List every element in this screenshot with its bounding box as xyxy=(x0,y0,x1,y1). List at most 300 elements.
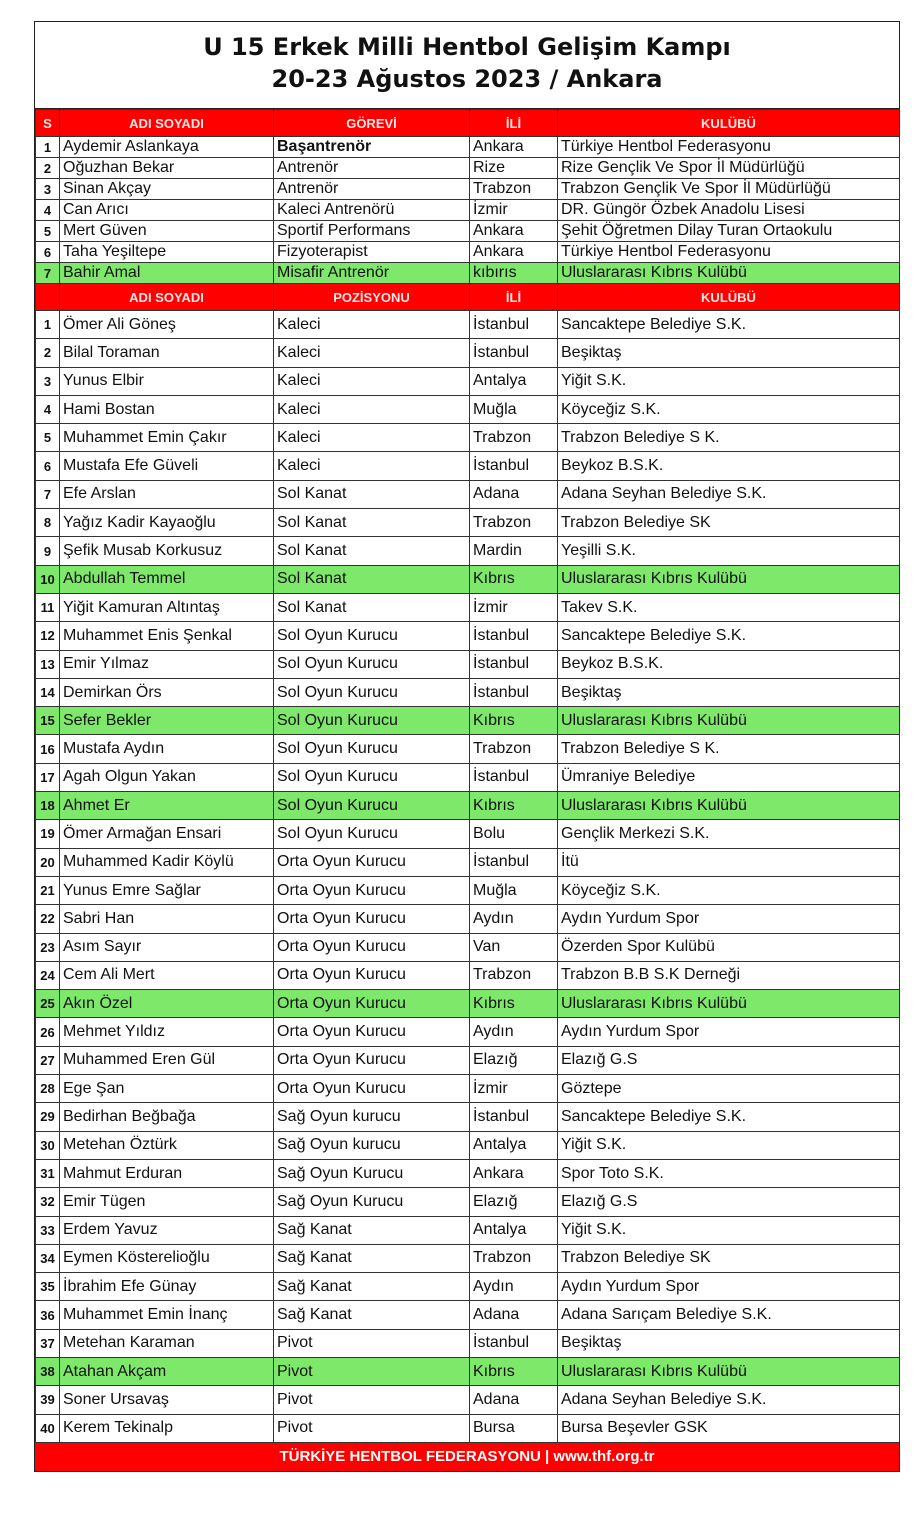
player-name-cell: Mahmut Erduran xyxy=(60,1159,274,1187)
player-name-cell: Muhammed Kadir Köylü xyxy=(60,848,274,876)
player-header-name: ADI SOYADI xyxy=(60,284,274,311)
player-city-cell: Elazığ xyxy=(470,1046,558,1074)
player-position-cell: Sol Oyun Kurucu xyxy=(274,678,470,706)
player-position-cell: Sağ Kanat xyxy=(274,1216,470,1244)
player-city-cell: Adana xyxy=(470,480,558,508)
player-name-cell: Emir Tügen xyxy=(60,1188,274,1216)
player-club-cell: Uluslararası Kıbrıs Kulübü xyxy=(558,565,900,593)
player-no-cell: 29 xyxy=(36,1103,60,1131)
staff-header-city: İLİ xyxy=(470,110,558,137)
player-no-cell: 22 xyxy=(36,905,60,933)
staff-no-cell: 7 xyxy=(36,263,60,284)
player-city-cell: Van xyxy=(470,933,558,961)
player-club-cell: Sancaktepe Belediye S.K. xyxy=(558,311,900,339)
staff-club-cell: Uluslararası Kıbrıs Kulübü xyxy=(558,263,900,284)
staff-no-cell: 5 xyxy=(36,221,60,242)
player-club-cell: Adana Seyhan Belediye S.K. xyxy=(558,480,900,508)
player-club-cell: Yeşilli S.K. xyxy=(558,537,900,565)
staff-no-cell: 2 xyxy=(36,158,60,179)
staff-name-cell: Sinan Akçay xyxy=(60,179,274,200)
player-club-cell: Beşiktaş xyxy=(558,678,900,706)
player-header-club: KULÜBÜ xyxy=(558,284,900,311)
player-header-no xyxy=(36,284,60,311)
staff-role-cell: Misafir Antrenör xyxy=(274,263,470,284)
player-row xyxy=(36,395,900,423)
player-position-cell: Orta Oyun Kurucu xyxy=(274,1018,470,1046)
player-name-cell: Yağız Kadir Kayaoğlu xyxy=(60,509,274,537)
player-club-cell: Köyceğiz S.K. xyxy=(558,395,900,423)
player-name-cell: Muhammet Emin İnanç xyxy=(60,1301,274,1329)
player-row xyxy=(36,1244,900,1272)
staff-city-cell: Ankara xyxy=(470,242,558,263)
player-city-cell: Aydın xyxy=(470,1018,558,1046)
player-row xyxy=(36,311,900,339)
player-no-cell: 10 xyxy=(36,565,60,593)
player-name-cell: Muhammet Enis Şenkal xyxy=(60,622,274,650)
staff-name-cell: Bahir Amal xyxy=(60,263,274,284)
player-name-cell: Ömer Ali Göneş xyxy=(60,311,274,339)
player-no-cell: 3 xyxy=(36,367,60,395)
player-city-cell: Kıbrıs xyxy=(470,707,558,735)
staff-no-cell: 6 xyxy=(36,242,60,263)
player-club-cell: Bursa Beşevler GSK xyxy=(558,1414,900,1442)
player-club-cell: Trabzon Belediye S K. xyxy=(558,424,900,452)
player-no-cell: 25 xyxy=(36,990,60,1018)
player-no-cell: 34 xyxy=(36,1244,60,1272)
staff-club-cell: Türkiye Hentbol Federasyonu xyxy=(558,137,900,158)
player-section xyxy=(36,284,900,1443)
player-name-cell: Eymen Kösterelioğlu xyxy=(60,1244,274,1272)
player-name-cell: Kerem Tekinalp xyxy=(60,1414,274,1442)
player-position-cell: Orta Oyun Kurucu xyxy=(274,1046,470,1074)
player-city-cell: Kıbrıs xyxy=(470,792,558,820)
player-position-cell: Sağ Oyun Kurucu xyxy=(274,1188,470,1216)
player-city-cell: İstanbul xyxy=(470,1329,558,1357)
staff-city-cell: İzmir xyxy=(470,200,558,221)
player-city-cell: Trabzon xyxy=(470,735,558,763)
player-row xyxy=(36,1075,900,1103)
player-name-cell: Akın Özel xyxy=(60,990,274,1018)
player-city-cell: Muğla xyxy=(470,876,558,904)
player-name-cell: Erdem Yavuz xyxy=(60,1216,274,1244)
player-row xyxy=(36,339,900,367)
player-row xyxy=(36,424,900,452)
staff-row xyxy=(36,242,900,263)
staff-role-cell: Sportif Performans xyxy=(274,221,470,242)
player-name-cell: Abdullah Temmel xyxy=(60,565,274,593)
player-position-cell: Sağ Kanat xyxy=(274,1244,470,1272)
player-row xyxy=(36,509,900,537)
player-city-cell: Ankara xyxy=(470,1159,558,1187)
player-name-cell: Agah Olgun Yakan xyxy=(60,763,274,791)
player-no-cell: 6 xyxy=(36,452,60,480)
player-club-cell: Beşiktaş xyxy=(558,339,900,367)
player-position-cell: Sol Kanat xyxy=(274,509,470,537)
player-no-cell: 40 xyxy=(36,1414,60,1442)
player-no-cell: 37 xyxy=(36,1329,60,1357)
player-club-cell: İtü xyxy=(558,848,900,876)
player-club-cell: Uluslararası Kıbrıs Kulübü xyxy=(558,707,900,735)
player-position-cell: Orta Oyun Kurucu xyxy=(274,848,470,876)
player-position-cell: Orta Oyun Kurucu xyxy=(274,961,470,989)
player-position-cell: Pivot xyxy=(274,1329,470,1357)
player-name-cell: Soner Ursavaş xyxy=(60,1386,274,1414)
player-club-cell: Elazığ G.S xyxy=(558,1188,900,1216)
player-name-cell: Metehan Karaman xyxy=(60,1329,274,1357)
player-row xyxy=(36,763,900,791)
player-club-cell: Sancaktepe Belediye S.K. xyxy=(558,622,900,650)
player-position-cell: Sol Oyun Kurucu xyxy=(274,622,470,650)
player-name-cell: Metehan Öztürk xyxy=(60,1131,274,1159)
player-no-cell: 35 xyxy=(36,1273,60,1301)
staff-row xyxy=(36,200,900,221)
player-club-cell: Trabzon B.B S.K Derneği xyxy=(558,961,900,989)
player-club-cell: Trabzon Belediye SK xyxy=(558,1244,900,1272)
player-row xyxy=(36,367,900,395)
player-club-cell: Elazığ G.S xyxy=(558,1046,900,1074)
player-club-cell: Beykoz B.S.K. xyxy=(558,650,900,678)
staff-row xyxy=(36,158,900,179)
staff-name-cell: Taha Yeşiltepe xyxy=(60,242,274,263)
player-city-cell: Antalya xyxy=(470,367,558,395)
staff-city-cell: Ankara xyxy=(470,137,558,158)
player-position-cell: Orta Oyun Kurucu xyxy=(274,933,470,961)
player-name-cell: Atahan Akçam xyxy=(60,1357,274,1385)
footer-bar: TÜRKİYE HENTBOL FEDERASYONU | www.thf.org.tr xyxy=(35,1443,899,1471)
player-name-cell: Mustafa Aydın xyxy=(60,735,274,763)
staff-role-cell: Antrenör xyxy=(274,158,470,179)
player-city-cell: Antalya xyxy=(470,1131,558,1159)
staff-row xyxy=(36,263,900,284)
player-city-cell: İzmir xyxy=(470,1075,558,1103)
player-no-cell: 30 xyxy=(36,1131,60,1159)
player-no-cell: 32 xyxy=(36,1188,60,1216)
player-row xyxy=(36,905,900,933)
player-position-cell: Pivot xyxy=(274,1414,470,1442)
player-club-cell: Ümraniye Belediye xyxy=(558,763,900,791)
player-header-row xyxy=(36,284,900,311)
player-city-cell: Adana xyxy=(470,1301,558,1329)
player-city-cell: Aydın xyxy=(470,905,558,933)
player-no-cell: 8 xyxy=(36,509,60,537)
player-city-cell: Mardin xyxy=(470,537,558,565)
player-position-cell: Sağ Oyun kurucu xyxy=(274,1131,470,1159)
staff-club-cell: Trabzon Gençlik Ve Spor İl Müdürlüğü xyxy=(558,179,900,200)
player-no-cell: 7 xyxy=(36,480,60,508)
staff-row xyxy=(36,221,900,242)
staff-name-cell: Mert Güven xyxy=(60,221,274,242)
player-no-cell: 39 xyxy=(36,1386,60,1414)
player-name-cell: Efe Arslan xyxy=(60,480,274,508)
staff-city-cell: Ankara xyxy=(470,221,558,242)
player-row xyxy=(36,848,900,876)
player-position-cell: Sağ Oyun kurucu xyxy=(274,1103,470,1131)
player-city-cell: Elazığ xyxy=(470,1188,558,1216)
player-position-cell: Orta Oyun Kurucu xyxy=(274,990,470,1018)
player-no-cell: 12 xyxy=(36,622,60,650)
player-name-cell: Hami Bostan xyxy=(60,395,274,423)
player-club-cell: Uluslararası Kıbrıs Kulübü xyxy=(558,792,900,820)
player-no-cell: 17 xyxy=(36,763,60,791)
player-name-cell: Emir Yılmaz xyxy=(60,650,274,678)
player-club-cell: Aydın Yurdum Spor xyxy=(558,905,900,933)
staff-name-cell: Aydemir Aslankaya xyxy=(60,137,274,158)
player-city-cell: İzmir xyxy=(470,593,558,621)
staff-no-cell: 1 xyxy=(36,137,60,158)
player-city-cell: Kıbrıs xyxy=(470,1357,558,1385)
player-club-cell: Yiğit S.K. xyxy=(558,1216,900,1244)
player-city-cell: İstanbul xyxy=(470,848,558,876)
player-row xyxy=(36,1103,900,1131)
player-club-cell: Trabzon Belediye S K. xyxy=(558,735,900,763)
player-club-cell: Yiğit S.K. xyxy=(558,1131,900,1159)
player-no-cell: 19 xyxy=(36,820,60,848)
staff-club-cell: Şehit Öğretmen Dilay Turan Ortaokulu xyxy=(558,221,900,242)
title-block xyxy=(35,22,899,109)
player-position-cell: Sol Oyun Kurucu xyxy=(274,707,470,735)
player-row xyxy=(36,820,900,848)
player-row xyxy=(36,933,900,961)
player-name-cell: Yunus Emre Sağlar xyxy=(60,876,274,904)
player-name-cell: Ahmet Er xyxy=(60,792,274,820)
player-city-cell: Bolu xyxy=(470,820,558,848)
player-club-cell: Uluslararası Kıbrıs Kulübü xyxy=(558,1357,900,1385)
player-name-cell: Şefik Musab Korkusuz xyxy=(60,537,274,565)
player-position-cell: Kaleci xyxy=(274,424,470,452)
player-no-cell: 24 xyxy=(36,961,60,989)
player-row xyxy=(36,961,900,989)
staff-role-cell: Başantrenör xyxy=(274,137,470,158)
player-header-position: POZİSYONU xyxy=(274,284,470,311)
player-name-cell: Yiğit Kamuran Altıntaş xyxy=(60,593,274,621)
player-position-cell: Sol Oyun Kurucu xyxy=(274,792,470,820)
player-position-cell: Sol Oyun Kurucu xyxy=(274,763,470,791)
player-no-cell: 9 xyxy=(36,537,60,565)
player-row xyxy=(36,622,900,650)
camp-roster-sheet xyxy=(34,21,900,1472)
player-no-cell: 28 xyxy=(36,1075,60,1103)
player-no-cell: 2 xyxy=(36,339,60,367)
player-city-cell: İstanbul xyxy=(470,678,558,706)
player-city-cell: İstanbul xyxy=(470,650,558,678)
player-position-cell: Sol Kanat xyxy=(274,480,470,508)
staff-city-cell: Trabzon xyxy=(470,179,558,200)
player-club-cell: Sancaktepe Belediye S.K. xyxy=(558,1103,900,1131)
player-city-cell: İstanbul xyxy=(470,452,558,480)
player-club-cell: Gençlik Merkezi S.K. xyxy=(558,820,900,848)
player-header-city: İLİ xyxy=(470,284,558,311)
player-city-cell: Aydın xyxy=(470,1273,558,1301)
player-name-cell: Muhammed Eren Gül xyxy=(60,1046,274,1074)
player-club-cell: Beykoz B.S.K. xyxy=(558,452,900,480)
player-name-cell: Bedirhan Beğbağa xyxy=(60,1103,274,1131)
player-row xyxy=(36,707,900,735)
player-no-cell: 20 xyxy=(36,848,60,876)
player-position-cell: Pivot xyxy=(274,1357,470,1385)
player-position-cell: Sol Oyun Kurucu xyxy=(274,735,470,763)
staff-club-cell: Rize Gençlik Ve Spor İl Müdürlüğü xyxy=(558,158,900,179)
player-club-cell: Özerden Spor Kulübü xyxy=(558,933,900,961)
player-name-cell: Ege Şan xyxy=(60,1075,274,1103)
player-position-cell: Kaleci xyxy=(274,395,470,423)
player-no-cell: 16 xyxy=(36,735,60,763)
player-club-cell: Aydın Yurdum Spor xyxy=(558,1018,900,1046)
player-position-cell: Orta Oyun Kurucu xyxy=(274,876,470,904)
player-no-cell: 21 xyxy=(36,876,60,904)
player-club-cell: Aydın Yurdum Spor xyxy=(558,1273,900,1301)
player-row xyxy=(36,1188,900,1216)
staff-header-role: GÖREVİ xyxy=(274,110,470,137)
player-position-cell: Sol Kanat xyxy=(274,593,470,621)
player-row xyxy=(36,1357,900,1385)
player-row xyxy=(36,565,900,593)
player-position-cell: Sol Kanat xyxy=(274,537,470,565)
player-club-cell: Adana Sarıçam Belediye S.K. xyxy=(558,1301,900,1329)
player-name-cell: Cem Ali Mert xyxy=(60,961,274,989)
player-row xyxy=(36,1301,900,1329)
player-row xyxy=(36,1216,900,1244)
player-no-cell: 4 xyxy=(36,395,60,423)
staff-header-no: S xyxy=(36,110,60,137)
staff-city-cell: kıbırıs xyxy=(470,263,558,284)
player-position-cell: Sol Oyun Kurucu xyxy=(274,650,470,678)
player-no-cell: 38 xyxy=(36,1357,60,1385)
staff-row xyxy=(36,179,900,200)
player-name-cell: Mehmet Yıldız xyxy=(60,1018,274,1046)
staff-role-cell: Kaleci Antrenörü xyxy=(274,200,470,221)
staff-no-cell: 3 xyxy=(36,179,60,200)
player-row xyxy=(36,480,900,508)
player-name-cell: Mustafa Efe Güveli xyxy=(60,452,274,480)
player-city-cell: Trabzon xyxy=(470,509,558,537)
player-name-cell: Demirkan Örs xyxy=(60,678,274,706)
player-club-cell: Trabzon Belediye SK xyxy=(558,509,900,537)
player-row xyxy=(36,678,900,706)
staff-club-cell: Türkiye Hentbol Federasyonu xyxy=(558,242,900,263)
roster-table xyxy=(35,109,900,1443)
player-club-cell: Köyceğiz S.K. xyxy=(558,876,900,904)
player-position-cell: Sağ Kanat xyxy=(274,1301,470,1329)
staff-header-club: KULÜBÜ xyxy=(558,110,900,137)
player-row xyxy=(36,792,900,820)
player-name-cell: Muhammet Emin Çakır xyxy=(60,424,274,452)
staff-club-cell: DR. Güngör Özbek Anadolu Lisesi xyxy=(558,200,900,221)
player-club-cell: Spor Toto S.K. xyxy=(558,1159,900,1187)
player-position-cell: Orta Oyun Kurucu xyxy=(274,1075,470,1103)
player-no-cell: 31 xyxy=(36,1159,60,1187)
player-row xyxy=(36,1329,900,1357)
player-city-cell: İstanbul xyxy=(470,339,558,367)
player-position-cell: Kaleci xyxy=(274,311,470,339)
player-no-cell: 18 xyxy=(36,792,60,820)
staff-name-cell: Can Arıcı xyxy=(60,200,274,221)
player-city-cell: İstanbul xyxy=(470,1103,558,1131)
player-name-cell: Yunus Elbir xyxy=(60,367,274,395)
player-city-cell: Kıbrıs xyxy=(470,990,558,1018)
player-name-cell: Sefer Bekler xyxy=(60,707,274,735)
player-club-cell: Beşiktaş xyxy=(558,1329,900,1357)
player-name-cell: Bilal Toraman xyxy=(60,339,274,367)
player-club-cell: Göztepe xyxy=(558,1075,900,1103)
player-club-cell: Adana Seyhan Belediye S.K. xyxy=(558,1386,900,1414)
player-name-cell: Asım Sayır xyxy=(60,933,274,961)
player-city-cell: Adana xyxy=(470,1386,558,1414)
player-position-cell: Kaleci xyxy=(274,452,470,480)
player-position-cell: Sol Oyun Kurucu xyxy=(274,820,470,848)
player-row xyxy=(36,1131,900,1159)
staff-header-row xyxy=(36,110,900,137)
staff-no-cell: 4 xyxy=(36,200,60,221)
player-city-cell: İstanbul xyxy=(470,622,558,650)
player-name-cell: Ömer Armağan Ensari xyxy=(60,820,274,848)
player-row xyxy=(36,452,900,480)
player-row xyxy=(36,876,900,904)
player-row xyxy=(36,593,900,621)
player-row xyxy=(36,1386,900,1414)
player-city-cell: İstanbul xyxy=(470,763,558,791)
page-subtitle: 20-23 Ağustos 2023 / Ankara xyxy=(271,65,663,93)
player-position-cell: Sol Kanat xyxy=(274,565,470,593)
player-row xyxy=(36,1018,900,1046)
player-no-cell: 15 xyxy=(36,707,60,735)
player-no-cell: 23 xyxy=(36,933,60,961)
player-city-cell: Bursa xyxy=(470,1414,558,1442)
staff-role-cell: Antrenör xyxy=(274,179,470,200)
page-title: U 15 Erkek Milli Hentbol Gelişim Kampı xyxy=(203,33,731,61)
player-club-cell: Yiğit S.K. xyxy=(558,367,900,395)
player-club-cell: Uluslararası Kıbrıs Kulübü xyxy=(558,990,900,1018)
player-city-cell: Kıbrıs xyxy=(470,565,558,593)
player-row xyxy=(36,1273,900,1301)
player-no-cell: 11 xyxy=(36,593,60,621)
staff-section xyxy=(36,110,900,284)
player-row xyxy=(36,735,900,763)
player-city-cell: İstanbul xyxy=(470,311,558,339)
player-no-cell: 5 xyxy=(36,424,60,452)
player-position-cell: Sağ Kanat xyxy=(274,1273,470,1301)
player-no-cell: 27 xyxy=(36,1046,60,1074)
player-city-cell: Antalya xyxy=(470,1216,558,1244)
player-no-cell: 14 xyxy=(36,678,60,706)
player-row xyxy=(36,1046,900,1074)
player-city-cell: Trabzon xyxy=(470,1244,558,1272)
player-position-cell: Pivot xyxy=(274,1386,470,1414)
player-row xyxy=(36,650,900,678)
player-no-cell: 33 xyxy=(36,1216,60,1244)
player-row xyxy=(36,990,900,1018)
player-club-cell: Takev S.K. xyxy=(558,593,900,621)
staff-row xyxy=(36,137,900,158)
player-no-cell: 36 xyxy=(36,1301,60,1329)
staff-role-cell: Fizyoterapist xyxy=(274,242,470,263)
staff-city-cell: Rize xyxy=(470,158,558,179)
player-row xyxy=(36,537,900,565)
player-no-cell: 26 xyxy=(36,1018,60,1046)
player-row xyxy=(36,1159,900,1187)
staff-name-cell: Oğuzhan Bekar xyxy=(60,158,274,179)
player-position-cell: Kaleci xyxy=(274,367,470,395)
staff-header-name: ADI SOYADI xyxy=(60,110,274,137)
player-row xyxy=(36,1414,900,1442)
player-position-cell: Orta Oyun Kurucu xyxy=(274,905,470,933)
player-city-cell: Muğla xyxy=(470,395,558,423)
player-city-cell: Trabzon xyxy=(470,424,558,452)
player-position-cell: Kaleci xyxy=(274,339,470,367)
player-name-cell: Sabri Han xyxy=(60,905,274,933)
player-no-cell: 1 xyxy=(36,311,60,339)
player-position-cell: Sağ Oyun Kurucu xyxy=(274,1159,470,1187)
player-no-cell: 13 xyxy=(36,650,60,678)
